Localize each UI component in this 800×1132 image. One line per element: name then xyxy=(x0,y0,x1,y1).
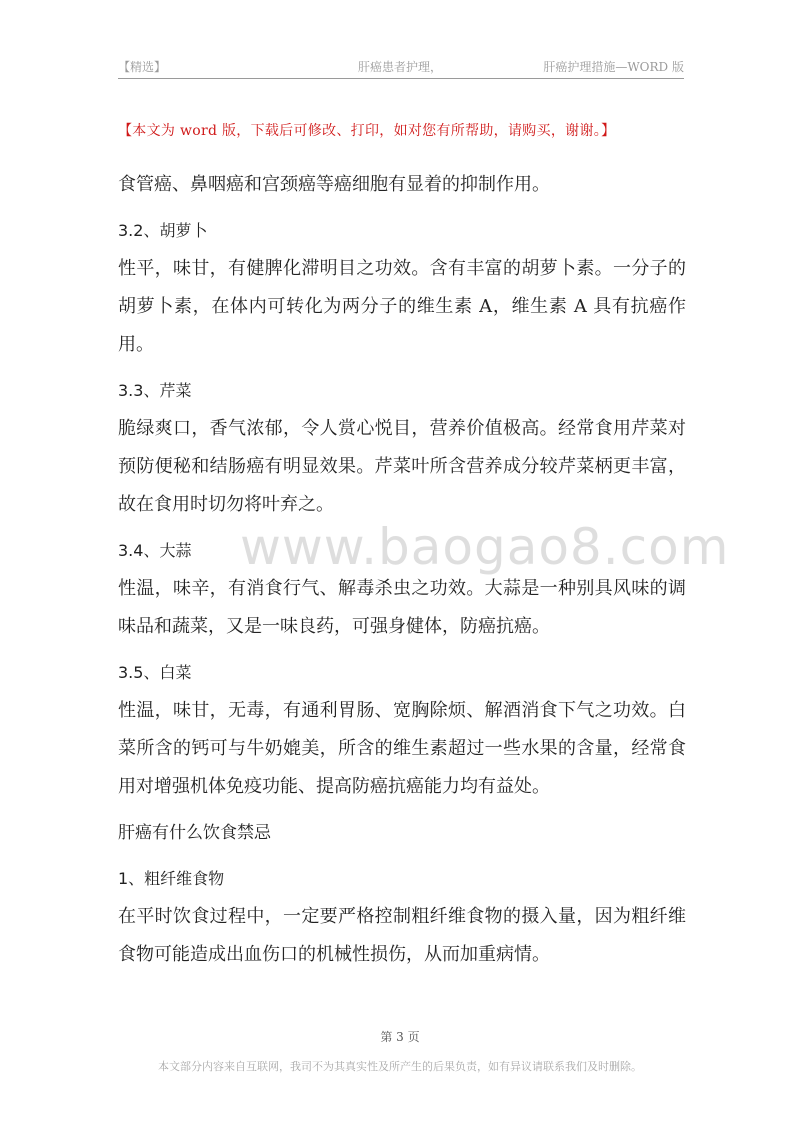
taboo-heading: 肝癌有什么饮食禁忌 xyxy=(118,823,271,843)
document-body xyxy=(118,166,686,974)
watermark-text: www.baogao8.com xyxy=(240,518,730,576)
header-center-title: 肝癌患者护理， xyxy=(358,60,443,74)
page-header xyxy=(118,56,684,79)
header-right-title: 肝癌护理措施—WORD 版 xyxy=(543,60,684,74)
section-text-garlic: 性温，味辛，有消食行气、解毒杀虫之功效。大蒜是一种别具风味的调味品和蔬菜，又是一味良药，可强身健体，防癌抗癌。 xyxy=(118,578,686,637)
section-heading-cabbage: 3.5、白菜 xyxy=(118,663,192,682)
section-heading-fiber: 1、粗纤维食物 xyxy=(118,869,225,888)
section-heading-celery: 3.3、芹菜 xyxy=(118,381,192,400)
section-heading-carrot: 3.2、胡萝卜 xyxy=(118,221,208,240)
section-heading-garlic: 3.4、大蒜 xyxy=(118,541,192,560)
section-text-celery: 脆绿爽口，香气浓郁，令人赏心悦目，营养价值极高。经常食用芹菜对预防便秘和结肠癌有明显效果。芹菜叶所含营养成分较芹菜柄更丰富，故在食用时切勿将叶弃之。 xyxy=(118,418,686,515)
word-notice: 【本文为 word 版，下载后可修改、打印，如对您有所帮助，请购买，谢谢。】 xyxy=(118,123,616,139)
section-text-fiber: 在平时饮食过程中，一定要严格控制粗纤维食物的摄入量，因为粗纤维食物可能造成出血伤口的机械性损伤，从而加重病情。 xyxy=(118,906,686,965)
intro-paragraph: 食管癌、鼻咽癌和宫颈癌等癌细胞有显着的抑制作用。 xyxy=(118,174,550,195)
page-number: 第 3 页 xyxy=(380,1030,420,1044)
footer-disclaimer: 本文部分内容来自互联网，我司不为其真实性及所产生的后果负责，如有异议请联系我们及时删除。 xyxy=(158,1060,642,1073)
section-text-carrot: 性平，味甘，有健脾化滞明目之功效。含有丰富的胡萝卜素。一分子的胡萝卜素，在体内可转化为两分子的维生素 A，维生素 A 具有抗癌作用。 xyxy=(118,258,686,355)
section-text-cabbage: 性温，味甘，无毒，有通利胃肠、宽胸除烦、解酒消食下气之功效。白菜所含的钙可与牛奶媲美，所含的维生素超过一些水果的含量，经常食用对增强机体免疫功能、提高防癌抗癌能力均有益处。 xyxy=(118,700,686,797)
header-left-label: 【精选】 xyxy=(118,60,167,74)
